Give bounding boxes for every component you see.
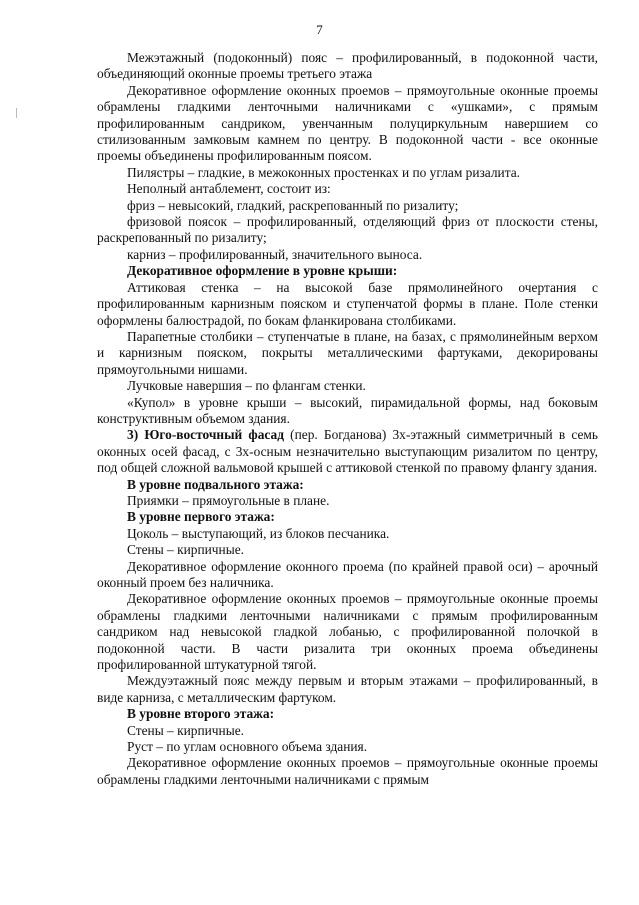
paragraph-text: В уровне второго этажа: <box>127 706 275 722</box>
paragraph <box>97 198 598 214</box>
paragraph <box>97 427 598 476</box>
paragraph-text: Неполный антаблемент, состоит из: <box>127 181 331 197</box>
paragraph-text: Стены – кирпичные. <box>127 542 244 558</box>
paragraph <box>97 559 598 592</box>
paragraph-text: Декоративное оформление оконного проема (по крайней правой оси) – арочный оконный проем без наличника. <box>97 558 598 590</box>
paragraph <box>97 723 598 739</box>
paragraph <box>97 493 598 509</box>
paragraph <box>97 83 598 165</box>
paragraph <box>97 214 598 247</box>
document-body <box>97 50 598 788</box>
paragraph-text: Аттиковая стенка – на высокой базе прямолинейного очертания с профилированным карнизным пояском и ступенчатой формы в плане. Поле стенки оформлены балюстрадой, по бокам фланкирована столбиками. <box>97 279 598 328</box>
paragraph-text: Междуэтажный пояс между первым и вторым этажами – профилированный, в виде карниза, с металлическим фартуком. <box>97 673 598 705</box>
paragraph-text: Руст – по углам основного объема здания. <box>127 739 368 755</box>
section-heading <box>97 509 598 525</box>
paragraph <box>97 181 598 197</box>
paragraph <box>97 739 598 755</box>
paragraph-text: карниз – профилированный, значительного выноса. <box>127 246 423 262</box>
paragraph <box>97 395 598 428</box>
section-heading <box>97 263 598 279</box>
section-heading <box>97 477 598 493</box>
paragraph-lead: 3) Юго-восточный фасад <box>127 427 284 443</box>
paragraph-text: Лучковые навершия – по флангам стенки. <box>127 378 366 394</box>
paragraph-text: Межэтажный (подоконный) пояс – профилированный, в подоконной части, объединяющий оконные проемы третьего этажа <box>97 50 598 82</box>
paragraph-text: Пилястры – гладкие, в межоконных простенках и по углам ризалита. <box>127 164 521 180</box>
page-number: 7 <box>316 22 323 37</box>
paragraph <box>97 247 598 263</box>
paragraph-text: Цоколь – выступающий, из блоков песчаника. <box>127 525 390 541</box>
paragraph-text: В уровне подвального этажа: <box>127 476 304 492</box>
paragraph <box>97 50 598 83</box>
paragraph-text: Декоративное оформление оконных проемов – прямоугольные оконные проемы обрамлены гладкими ленточными наличниками с прямым профилированным сандриком над невысокой гладкой лобанью, с профилированной полочкой в подоконной части. В части ризалита три оконных проема объединены профилированной штукатурной тягой. <box>97 591 598 673</box>
paragraph-text: В уровне первого этажа: <box>127 509 275 525</box>
paragraph-text: Стены – кирпичные. <box>127 722 244 738</box>
paragraph-text: (пер. Богданова) 3х-этажный симметричный в семь оконных осей фасад, с 3х-осным незначительно выступающим ризалитом по центру, под общей сложной вальмовой крышей с аттиковой стенкой по правому флангу здания. <box>97 427 598 476</box>
paragraph-text: фриз – невысокий, гладкий, раскрепованный по ризалиту; <box>127 197 459 213</box>
paragraph <box>97 526 598 542</box>
paragraph <box>97 591 598 673</box>
paragraph <box>97 755 598 788</box>
margin-mark <box>16 108 17 118</box>
section-heading <box>97 706 598 722</box>
paragraph <box>97 542 598 558</box>
paragraph-text: фризовой поясок – профилированный, отделяющий фриз от плоскости стены, раскрепованный по ризалиту; <box>97 214 598 246</box>
paragraph-text: Декоративное оформление в уровне крыши: <box>127 263 398 279</box>
paragraph-text: Парапетные столбики – ступенчатые в плане, на базах, с прямолинейным верхом и карнизным пояском, покрыты металлическими фартуками, декорированы прямоугольными нишами. <box>97 328 598 377</box>
paragraph <box>97 673 598 706</box>
paragraph <box>97 329 598 378</box>
paragraph-text: Декоративное оформление оконных проемов – прямоугольные оконные проемы обрамлены гладкими ленточными наличниками с «ушками», с прямым профилированным сандриком, увенчанным полуциркульным навершием со стилизованным замковым камнем по центру. В подоконной части - все оконные проемы объединены профилированным поясом. <box>97 82 598 164</box>
paragraph <box>97 280 598 329</box>
paragraph <box>97 165 598 181</box>
paragraph-text: Декоративное оформление оконных проемов – прямоугольные оконные проемы обрамлены гладкими ленточными наличниками с прямым <box>97 755 598 787</box>
paragraph-text: «Купол» в уровне крыши – высокий, пирамидальной формы, над боковым конструктивным объемом здания. <box>97 394 598 426</box>
paragraph <box>97 378 598 394</box>
paragraph-text: Приямки – прямоугольные в плане. <box>127 492 330 508</box>
